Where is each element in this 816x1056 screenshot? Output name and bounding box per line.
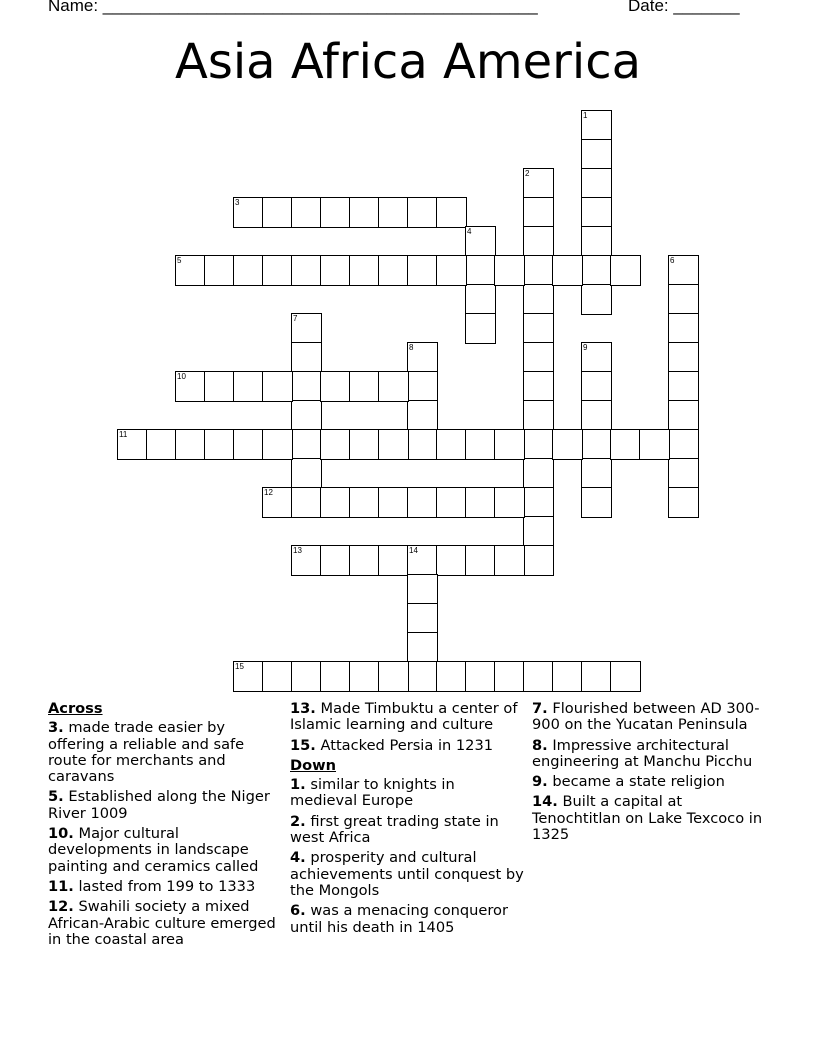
across-clue-15: 15. Attacked Persia in 1231 (290, 736, 494, 754)
grid-cell[interactable] (233, 197, 264, 228)
clue-number: 10 (177, 372, 186, 381)
grid-cell[interactable] (523, 371, 554, 402)
grid-cell[interactable] (349, 255, 380, 286)
grid-cell[interactable] (117, 429, 148, 460)
grid-cell[interactable] (465, 487, 496, 518)
grid-cell[interactable] (407, 342, 438, 373)
grid-cell[interactable] (407, 632, 438, 663)
grid-cell[interactable] (494, 255, 525, 286)
grid-cell[interactable] (320, 371, 351, 402)
grid-cell[interactable] (320, 255, 351, 286)
grid-cell[interactable] (320, 487, 351, 518)
grid-cell[interactable] (465, 255, 496, 286)
clue-number: 7 (293, 314, 298, 323)
grid-cell[interactable] (320, 429, 351, 460)
date-field[interactable]: Date: _______ (628, 0, 740, 15)
grid-cell[interactable] (581, 371, 612, 402)
grid-cell[interactable] (436, 429, 467, 460)
grid-cell[interactable] (581, 342, 612, 373)
grid-cell[interactable] (494, 429, 525, 460)
grid-cell[interactable] (378, 545, 409, 576)
page-title: Asia Africa America (174, 34, 641, 90)
grid-cell[interactable] (291, 487, 322, 518)
across-heading: Across (48, 700, 103, 717)
clue-number: 9 (583, 343, 588, 352)
down-clue-4: 4. prosperity and cultural achievements until conquest by the Mongols (290, 849, 524, 899)
clue-number: 13 (293, 546, 302, 555)
grid-cell[interactable] (581, 429, 612, 460)
grid-cell[interactable] (668, 284, 699, 315)
grid-cell[interactable] (233, 255, 264, 286)
grid-cell[interactable] (581, 110, 612, 141)
grid-cell[interactable] (668, 400, 699, 431)
grid-cell[interactable] (291, 661, 322, 692)
grid-cell[interactable] (668, 429, 699, 460)
grid-cell[interactable] (378, 661, 409, 692)
grid-cell[interactable] (407, 574, 438, 605)
clue-number: 15 (235, 662, 244, 671)
clue-number: 8 (409, 343, 414, 352)
grid-cell[interactable] (378, 371, 409, 402)
grid-cell[interactable] (349, 661, 380, 692)
grid-cell[interactable] (146, 429, 177, 460)
grid-cell[interactable] (523, 226, 554, 257)
grid-cell[interactable] (581, 226, 612, 257)
grid-cell[interactable] (581, 139, 612, 170)
grid-cell[interactable] (523, 255, 554, 286)
grid-cell[interactable] (378, 429, 409, 460)
grid-cell[interactable] (291, 400, 322, 431)
across-clue-5: 5. Established along the Niger River 1009 (48, 788, 270, 822)
grid-cell[interactable] (378, 197, 409, 228)
grid-cell[interactable] (291, 197, 322, 228)
grid-cell[interactable] (407, 661, 438, 692)
grid-cell[interactable] (465, 429, 496, 460)
grid-cell[interactable] (581, 400, 612, 431)
grid-cell[interactable] (668, 371, 699, 402)
clue-number: 12 (264, 488, 273, 497)
clue-number: 4 (467, 227, 472, 236)
grid-cell[interactable] (320, 197, 351, 228)
grid-cell[interactable] (262, 371, 293, 402)
grid-cell[interactable] (436, 487, 467, 518)
grid-cell[interactable] (552, 255, 583, 286)
grid-cell[interactable] (523, 545, 554, 576)
down-clue-7: 7. Flourished between AD 300-900 on the Yucatan Peninsula (532, 700, 760, 734)
grid-cell[interactable] (523, 458, 554, 489)
grid-cell[interactable] (465, 545, 496, 576)
grid-cell[interactable] (610, 661, 641, 692)
grid-cell[interactable] (320, 661, 351, 692)
grid-cell[interactable] (436, 197, 467, 228)
clue-number: 2 (525, 169, 530, 178)
grid-cell[interactable] (523, 516, 554, 547)
clues-column-3 (532, 701, 772, 847)
grid-cell[interactable] (668, 458, 699, 489)
down-clue-1: 1. similar to knights in medieval Europe (290, 776, 455, 810)
grid-cell[interactable] (349, 487, 380, 518)
across-clue-11: 11. lasted from 199 to 1333 (48, 877, 256, 895)
across-clue-3: 3. made trade easier by offering a reliable and safe route for merchants and caravans (48, 719, 245, 786)
grid-cell[interactable] (581, 284, 612, 315)
grid-cell[interactable] (610, 429, 641, 460)
grid-cell[interactable] (291, 371, 322, 402)
grid-cell[interactable] (262, 487, 293, 518)
grid-cell[interactable] (668, 313, 699, 344)
grid-cell[interactable] (175, 371, 206, 402)
grid-cell[interactable] (175, 255, 206, 286)
grid-cell[interactable] (407, 255, 438, 286)
grid-cell[interactable] (523, 342, 554, 373)
grid-cell[interactable] (291, 429, 322, 460)
grid-cell[interactable] (552, 429, 583, 460)
grid-cell[interactable] (465, 313, 496, 344)
grid-cell[interactable] (552, 661, 583, 692)
grid-cell[interactable] (233, 661, 264, 692)
clue-number: 11 (119, 430, 128, 439)
grid-cell[interactable] (291, 458, 322, 489)
grid-cell[interactable] (407, 603, 438, 634)
grid-cell[interactable] (407, 429, 438, 460)
grid-cell[interactable] (668, 255, 699, 286)
clue-number: 5 (177, 256, 182, 265)
down-clue-6: 6. was a menacing conqueror until his death in 1405 (290, 902, 508, 936)
clue-number: 6 (670, 256, 675, 265)
grid-cell[interactable] (378, 255, 409, 286)
grid-cell[interactable] (407, 371, 438, 402)
grid-cell[interactable] (349, 371, 380, 402)
grid-cell[interactable] (407, 487, 438, 518)
grid-cell[interactable] (349, 429, 380, 460)
grid-cell[interactable] (639, 429, 670, 460)
grid-cell[interactable] (523, 284, 554, 315)
grid-cell[interactable] (349, 197, 380, 228)
grid-cell[interactable] (581, 255, 612, 286)
clue-number: 3 (235, 198, 240, 207)
grid-cell[interactable] (436, 661, 467, 692)
grid-cell[interactable] (610, 255, 641, 286)
grid-cell[interactable] (407, 545, 438, 576)
grid-cell[interactable] (204, 429, 235, 460)
grid-cell[interactable] (407, 197, 438, 228)
grid-cell[interactable] (233, 429, 264, 460)
name-date-line (48, 0, 768, 16)
grid-cell[interactable] (668, 487, 699, 518)
clue-number: 14 (409, 546, 418, 555)
grid-cell[interactable] (204, 371, 235, 402)
across-clue-13: 13. Made Timbuktu a center of Islamic learning and culture (290, 700, 518, 734)
down-heading: Down (290, 756, 337, 774)
grid-cell[interactable] (523, 429, 554, 460)
grid-cell[interactable] (581, 458, 612, 489)
grid-cell[interactable] (523, 400, 554, 431)
down-clue-8: 8. Impressive architectural engineering at Manchu Picchu (532, 736, 753, 770)
grid-cell[interactable] (581, 197, 612, 228)
down-clue-14: 14. Built a capital at Tenochtitlan on Lake Texcoco in 1325 (532, 793, 763, 844)
grid-cell[interactable] (465, 226, 496, 257)
grid-cell[interactable] (494, 661, 525, 692)
grid-cell[interactable] (378, 487, 409, 518)
grid-cell[interactable] (320, 545, 351, 576)
grid-cell[interactable] (465, 661, 496, 692)
grid-cell[interactable] (436, 545, 467, 576)
grid-cell[interactable] (581, 661, 612, 692)
grid-cell[interactable] (262, 255, 293, 286)
grid-cell[interactable] (291, 313, 322, 344)
grid-cell[interactable] (523, 313, 554, 344)
grid-cell[interactable] (291, 342, 322, 373)
grid-cell[interactable] (494, 487, 525, 518)
grid-cell[interactable] (523, 168, 554, 199)
clue-number: 1 (583, 111, 588, 120)
clues-column-1 (48, 701, 280, 952)
clues-column-2 (290, 701, 525, 940)
down-clue-9: 9. became a state religion (532, 773, 725, 791)
grid-cell[interactable] (523, 487, 554, 518)
grid-cell[interactable] (581, 168, 612, 199)
grid-cell[interactable] (262, 197, 293, 228)
grid-cell[interactable] (523, 661, 554, 692)
across-clue-12: 12. Swahili society a mixed African-Arabic culture emerged in the coastal area (48, 898, 276, 948)
grid-cell[interactable] (349, 545, 380, 576)
across-clue-10: 10. Major cultural developments in landscape painting and ceramics called (48, 825, 259, 875)
grid-cell[interactable] (233, 371, 264, 402)
name-field[interactable]: Name: ______________________________________________ (48, 0, 538, 15)
grid-cell[interactable] (465, 284, 496, 315)
grid-cell[interactable] (436, 255, 467, 286)
grid-cell[interactable] (204, 255, 235, 286)
down-clue-2: 2. first great trading state in west Africa (290, 812, 499, 847)
grid-cell[interactable] (523, 197, 554, 228)
grid-cell[interactable] (262, 661, 293, 692)
grid-cell[interactable] (668, 342, 699, 373)
grid-cell[interactable] (407, 400, 438, 431)
grid-cell[interactable] (291, 255, 322, 286)
grid-cell[interactable] (262, 429, 293, 460)
grid-cell[interactable] (494, 545, 525, 576)
grid-cell[interactable] (175, 429, 206, 460)
grid-cell[interactable] (581, 487, 612, 518)
grid-cell[interactable] (291, 545, 322, 576)
